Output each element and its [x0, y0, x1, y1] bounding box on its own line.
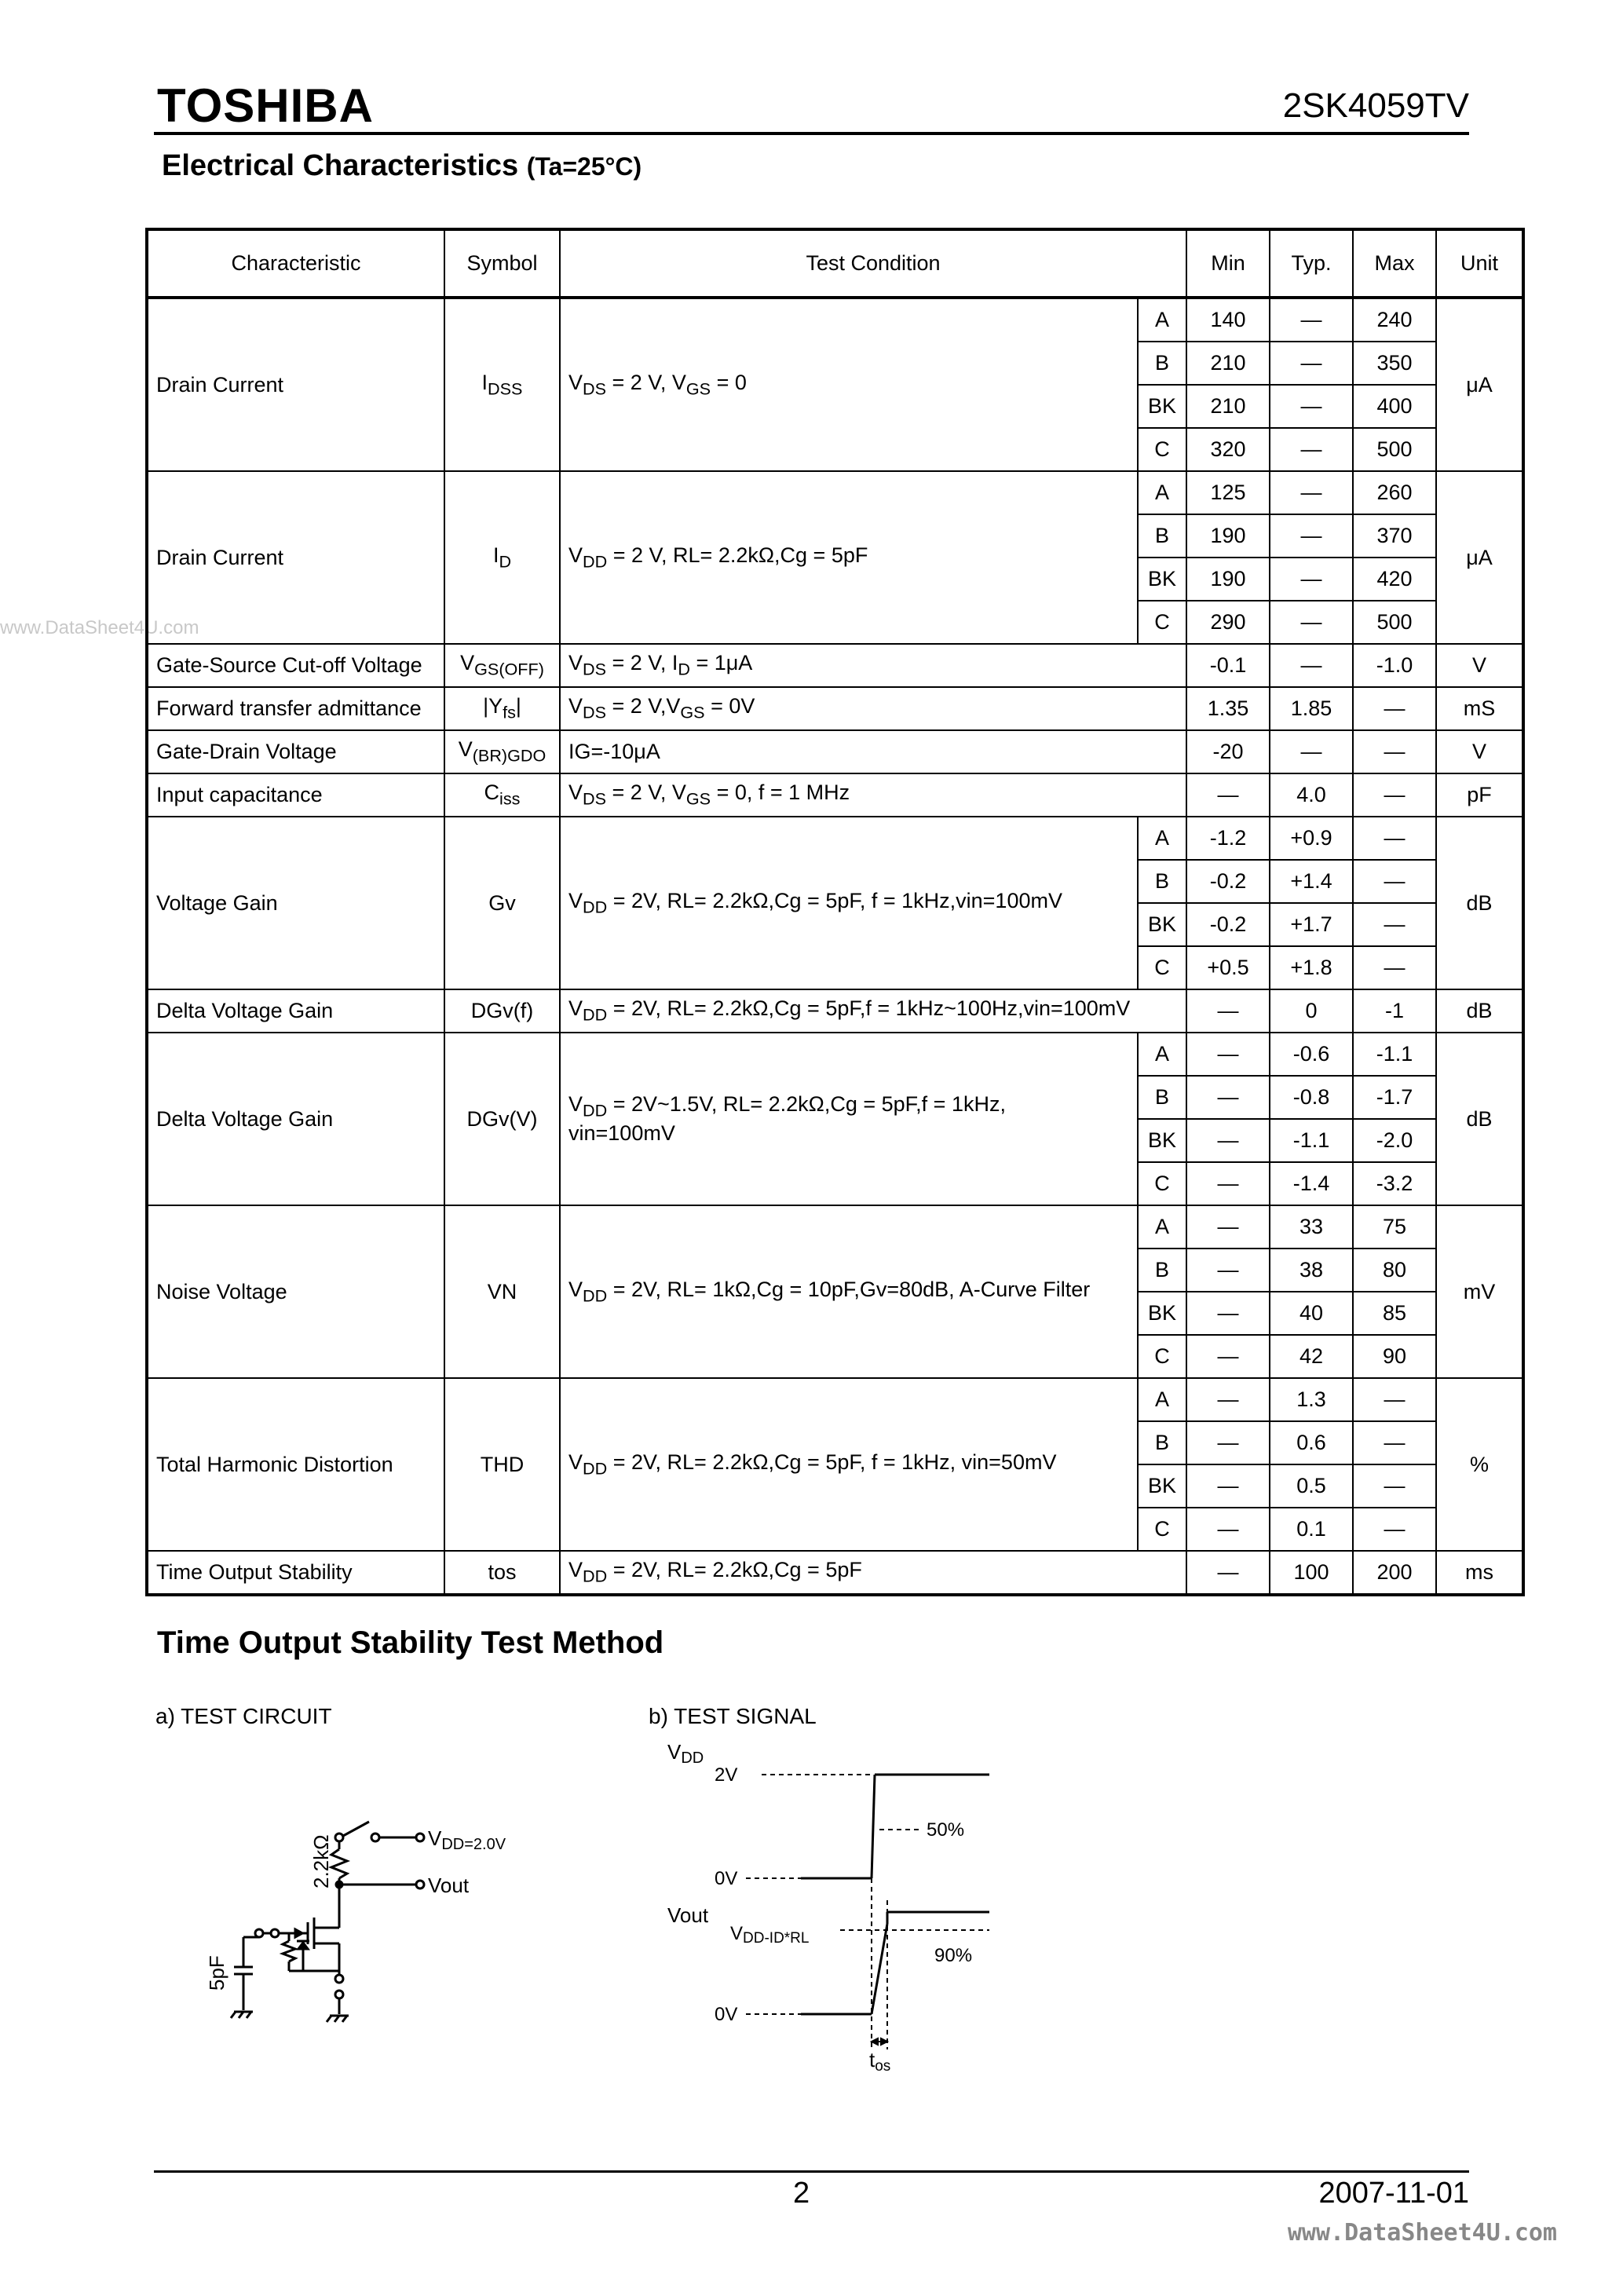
max-cell: — [1353, 1378, 1436, 1421]
max-cell: -3.2 [1353, 1162, 1436, 1205]
grade-cell: C [1138, 1335, 1186, 1378]
toshiba-logo: TOSHIBA [157, 79, 374, 132]
table-row [147, 471, 1523, 514]
min-cell: 1.35 [1186, 687, 1270, 730]
max-cell: — [1353, 903, 1436, 946]
resistor-label: 2.2kΩ [309, 1834, 333, 1888]
condition-cell: $V_{DD}$ = 2V~1.5V, RL= 2.2kΩ,Cg = 5pF,f = 1kHz, vin=100mV [560, 1033, 1138, 1205]
grade-cell: A [1138, 471, 1186, 514]
table-row [147, 1551, 1523, 1595]
min-cell: — [1186, 1378, 1270, 1421]
typ-cell: +0.9 [1270, 817, 1353, 860]
grade-cell: B [1138, 1421, 1186, 1464]
grade-cell: A [1138, 298, 1186, 342]
max-cell: 90 [1353, 1335, 1436, 1378]
table-row [147, 773, 1523, 817]
symbol-cell: $|Y_{fs}|$ [444, 687, 560, 730]
header-max: Max [1353, 229, 1436, 298]
symbol-cell: $I_D$ [444, 471, 560, 644]
section-title [162, 149, 642, 183]
condition-cell: $V_{DD} = 2$ V, RL= 2.2kΩ,Cg = 5pF [560, 471, 1138, 644]
typ-cell: — [1270, 730, 1353, 773]
max-cell: — [1353, 1464, 1436, 1508]
signal-vdd-label: VDD [667, 1743, 704, 1767]
char-cell: Total Harmonic Distortion [147, 1378, 444, 1551]
typ-cell: -1.1 [1270, 1119, 1353, 1162]
typ-cell: -1.4 [1270, 1162, 1353, 1205]
typ-cell: — [1270, 342, 1353, 385]
header-unit: Unit [1436, 229, 1523, 298]
side-watermark: www.DataSheet4U.com [0, 617, 199, 638]
electrical-characteristics-table [145, 228, 1525, 1596]
signal-0v-label-bottom: 0V [715, 2004, 738, 2025]
min-cell: — [1186, 1292, 1270, 1335]
test-signal-label: b) TEST SIGNAL [649, 1704, 817, 1728]
min-cell: — [1186, 1076, 1270, 1119]
max-cell: — [1353, 946, 1436, 989]
revision-date: 2007-11-01 [1318, 2177, 1469, 2210]
min-cell: — [1186, 773, 1270, 817]
char-cell: Drain Current [147, 298, 444, 471]
unit-cell: dB [1436, 817, 1523, 989]
min-cell: 140 [1186, 298, 1270, 342]
typ-cell: — [1270, 298, 1353, 342]
signal-2v-label: 2V [715, 1764, 738, 1786]
section-title-text: Electrical Characteristics [162, 149, 519, 182]
unit-cell: pF [1436, 773, 1523, 817]
min-cell: — [1186, 1205, 1270, 1249]
header-symbol: Symbol [444, 229, 560, 298]
header-min: Min [1186, 229, 1270, 298]
char-cell: Input capacitance [147, 773, 444, 817]
header-typ: Typ. [1270, 229, 1353, 298]
min-cell: 190 [1186, 514, 1270, 558]
typ-cell: -0.6 [1270, 1033, 1353, 1076]
signal-90pct-label: 90% [934, 1945, 973, 1966]
condition-cell: $V_{DD} = 2V$, RL= 1kΩ,Cg = 10pF,Gv=80dB, A-Curve Filter [560, 1205, 1138, 1378]
table-row [147, 1378, 1523, 1421]
char-cell: Noise Voltage [147, 1205, 444, 1378]
condition-cell: $V_{DS} = 2$ V, $V_{GS} = 0$ [560, 298, 1138, 471]
min-cell: — [1186, 1119, 1270, 1162]
typ-cell: 40 [1270, 1292, 1353, 1335]
min-cell: -0.2 [1186, 903, 1270, 946]
grade-cell: C [1138, 601, 1186, 644]
header-rule [154, 132, 1469, 135]
grade-cell: A [1138, 817, 1186, 860]
unit-cell: mV [1436, 1205, 1523, 1378]
condition-cell: $V_{DD} = 2V$, RL= 2.2kΩ,Cg = 5pF, f = 1kHz, vin=50mV [560, 1378, 1138, 1551]
typ-cell: — [1270, 514, 1353, 558]
unit-cell: % [1436, 1378, 1523, 1551]
max-cell: -2.0 [1353, 1119, 1436, 1162]
condition-cell: $V_{DS} = 2$ $V,V_{GS} = 0V$ [560, 687, 1186, 730]
max-cell: — [1353, 1421, 1436, 1464]
min-cell: 125 [1186, 471, 1270, 514]
min-cell: 320 [1186, 428, 1270, 471]
max-cell: — [1353, 860, 1436, 903]
typ-cell: 1.3 [1270, 1378, 1353, 1421]
grade-cell: C [1138, 1508, 1186, 1551]
max-cell: 370 [1353, 514, 1436, 558]
signal-50pct-label: 50% [927, 1819, 965, 1841]
min-cell: 290 [1186, 601, 1270, 644]
symbol-cell: $C_{iss}$ [444, 773, 560, 817]
typ-cell: — [1270, 428, 1353, 471]
condition-cell: $V_{DD} = 2V$, RL= 2.2kΩ,Cg = 5pF, f = 1kHz,vin=100mV [560, 817, 1138, 989]
grade-cell: B [1138, 514, 1186, 558]
typ-cell: — [1270, 558, 1353, 601]
min-cell: -0.1 [1186, 644, 1270, 687]
signal-0v-label-top: 0V [715, 1868, 738, 1889]
grade-cell: A [1138, 1205, 1186, 1249]
symbol-cell: $V_{(BR)GDO}$ [444, 730, 560, 773]
symbol-cell: $V_{GS(OFF)}$ [444, 644, 560, 687]
typ-cell: +1.8 [1270, 946, 1353, 989]
char-cell: Gate-Drain Voltage [147, 730, 444, 773]
min-cell: — [1186, 1033, 1270, 1076]
max-cell: -1 [1353, 989, 1436, 1033]
condition-cell: $V_{DD} = 2V$, RL= 2.2kΩ,Cg = 5pF,f = 1kHz~100Hz,vin=100mV [560, 989, 1186, 1033]
grade-cell: BK [1138, 903, 1186, 946]
typ-cell: — [1270, 644, 1353, 687]
char-cell: Delta Voltage Gain [147, 1033, 444, 1205]
signal-vddid-label: VDD-ID*RL [730, 1923, 810, 1947]
char-cell: Forward transfer admittance [147, 687, 444, 730]
test-circuit-label: a) TEST CIRCUIT [155, 1704, 332, 1728]
table-row [147, 730, 1523, 773]
grade-cell: BK [1138, 1119, 1186, 1162]
grade-cell: B [1138, 1076, 1186, 1119]
max-cell: -1.0 [1353, 644, 1436, 687]
max-cell: 75 [1353, 1205, 1436, 1249]
table-row [147, 1033, 1523, 1076]
typ-cell: 42 [1270, 1335, 1353, 1378]
char-cell: Gate-Source Cut-off Voltage [147, 644, 444, 687]
typ-cell: 33 [1270, 1205, 1353, 1249]
table-row [147, 817, 1523, 860]
grade-cell: BK [1138, 1292, 1186, 1335]
typ-cell: 0.5 [1270, 1464, 1353, 1508]
char-cell: Drain Current [147, 471, 444, 644]
unit-cell: dB [1436, 989, 1523, 1033]
min-cell: — [1186, 989, 1270, 1033]
footer-rule [154, 2170, 1469, 2173]
max-cell: — [1353, 817, 1436, 860]
min-cell: — [1186, 1551, 1270, 1595]
typ-cell: 100 [1270, 1551, 1353, 1595]
grade-cell: C [1138, 1162, 1186, 1205]
test-circuit-diagram [157, 1743, 565, 2073]
symbol-cell: DGv(V) [444, 1033, 560, 1205]
symbol-cell: THD [444, 1378, 560, 1551]
max-cell: 200 [1353, 1551, 1436, 1595]
grade-cell: BK [1138, 1464, 1186, 1508]
table-row [147, 644, 1523, 687]
part-number: 2SK4059TV [1282, 86, 1469, 125]
vdd-label: VDD=2.0V [428, 1826, 506, 1853]
char-cell: Voltage Gain [147, 817, 444, 989]
typ-cell: 0.1 [1270, 1508, 1353, 1551]
condition-cell: $V_{DS} = 2$ V, $I_D = 1\mu A$ [560, 644, 1186, 687]
typ-cell: — [1270, 471, 1353, 514]
header-test-condition: Test Condition [560, 229, 1186, 298]
grade-cell: B [1138, 1249, 1186, 1292]
header-characteristic: Characteristic [147, 229, 444, 298]
grade-cell: BK [1138, 558, 1186, 601]
grade-cell: B [1138, 342, 1186, 385]
max-cell: 350 [1353, 342, 1436, 385]
table-row [147, 1205, 1523, 1249]
typ-cell: 0 [1270, 989, 1353, 1033]
signal-tos-label: tos [869, 2048, 891, 2073]
typ-cell: 4.0 [1270, 773, 1353, 817]
max-cell: 400 [1353, 385, 1436, 428]
typ-cell: — [1270, 385, 1353, 428]
min-cell: — [1186, 1162, 1270, 1205]
symbol-cell: tos [444, 1551, 560, 1595]
max-cell: — [1353, 687, 1436, 730]
max-cell: 500 [1353, 601, 1436, 644]
grade-cell: C [1138, 946, 1186, 989]
max-cell: -1.7 [1353, 1076, 1436, 1119]
grade-cell: B [1138, 860, 1186, 903]
grade-cell: C [1138, 428, 1186, 471]
symbol-cell: $I_{DSS}$ [444, 298, 560, 471]
grade-cell: A [1138, 1033, 1186, 1076]
typ-cell: 38 [1270, 1249, 1353, 1292]
capacitor-label: 5pF [205, 1955, 228, 1991]
max-cell: 80 [1353, 1249, 1436, 1292]
unit-cell: dB [1436, 1033, 1523, 1205]
min-cell: — [1186, 1421, 1270, 1464]
max-cell: — [1353, 1508, 1436, 1551]
max-cell: — [1353, 730, 1436, 773]
signal-vout-label: Vout [667, 1903, 709, 1927]
unit-cell: μA [1436, 298, 1523, 471]
condition-cell: IG=-10μA [560, 730, 1186, 773]
section2-title: Time Output Stability Test Method [157, 1625, 664, 1660]
symbol-cell: Gv [444, 817, 560, 989]
condition-cell: $V_{DS} = 2$ V, $V_{GS} = 0$, f = 1 MHz [560, 773, 1186, 817]
unit-cell: ms [1436, 1551, 1523, 1595]
typ-cell: 0.6 [1270, 1421, 1353, 1464]
test-signal-diagram [652, 1743, 1060, 2073]
symbol-cell: VN [444, 1205, 560, 1378]
typ-cell: +1.4 [1270, 860, 1353, 903]
min-cell: 190 [1186, 558, 1270, 601]
section-condition: (Ta=25°C) [526, 152, 642, 181]
condition-cell: $V_{DD} = 2V$, RL= 2.2kΩ,Cg = 5pF [560, 1551, 1186, 1595]
grade-cell: A [1138, 1378, 1186, 1421]
max-cell: 260 [1353, 471, 1436, 514]
min-cell: -20 [1186, 730, 1270, 773]
typ-cell: -0.8 [1270, 1076, 1353, 1119]
max-cell: — [1353, 773, 1436, 817]
min-cell: -0.2 [1186, 860, 1270, 903]
table-row [147, 298, 1523, 342]
unit-cell: V [1436, 644, 1523, 687]
max-cell: -1.1 [1353, 1033, 1436, 1076]
min-cell: — [1186, 1335, 1270, 1378]
typ-cell: +1.7 [1270, 903, 1353, 946]
table-row [147, 989, 1523, 1033]
char-cell: Delta Voltage Gain [147, 989, 444, 1033]
unit-cell: μA [1436, 471, 1523, 644]
table-header-row [147, 229, 1523, 298]
footer-watermark: www.DataSheet4U.com [1287, 2219, 1557, 2247]
page-number: 2 [793, 2177, 810, 2210]
max-cell: 240 [1353, 298, 1436, 342]
char-cell: Time Output Stability [147, 1551, 444, 1595]
min-cell: -1.2 [1186, 817, 1270, 860]
grade-cell: BK [1138, 385, 1186, 428]
table-row [147, 687, 1523, 730]
min-cell: — [1186, 1249, 1270, 1292]
typ-cell: 1.85 [1270, 687, 1353, 730]
min-cell: 210 [1186, 385, 1270, 428]
vout-label: Vout [428, 1874, 470, 1897]
typ-cell: — [1270, 601, 1353, 644]
unit-cell: mS [1436, 687, 1523, 730]
max-cell: 500 [1353, 428, 1436, 471]
unit-cell: V [1436, 730, 1523, 773]
max-cell: 420 [1353, 558, 1436, 601]
min-cell: 210 [1186, 342, 1270, 385]
min-cell: +0.5 [1186, 946, 1270, 989]
max-cell: 85 [1353, 1292, 1436, 1335]
min-cell: — [1186, 1508, 1270, 1551]
symbol-cell: DGv(f) [444, 989, 560, 1033]
min-cell: — [1186, 1464, 1270, 1508]
